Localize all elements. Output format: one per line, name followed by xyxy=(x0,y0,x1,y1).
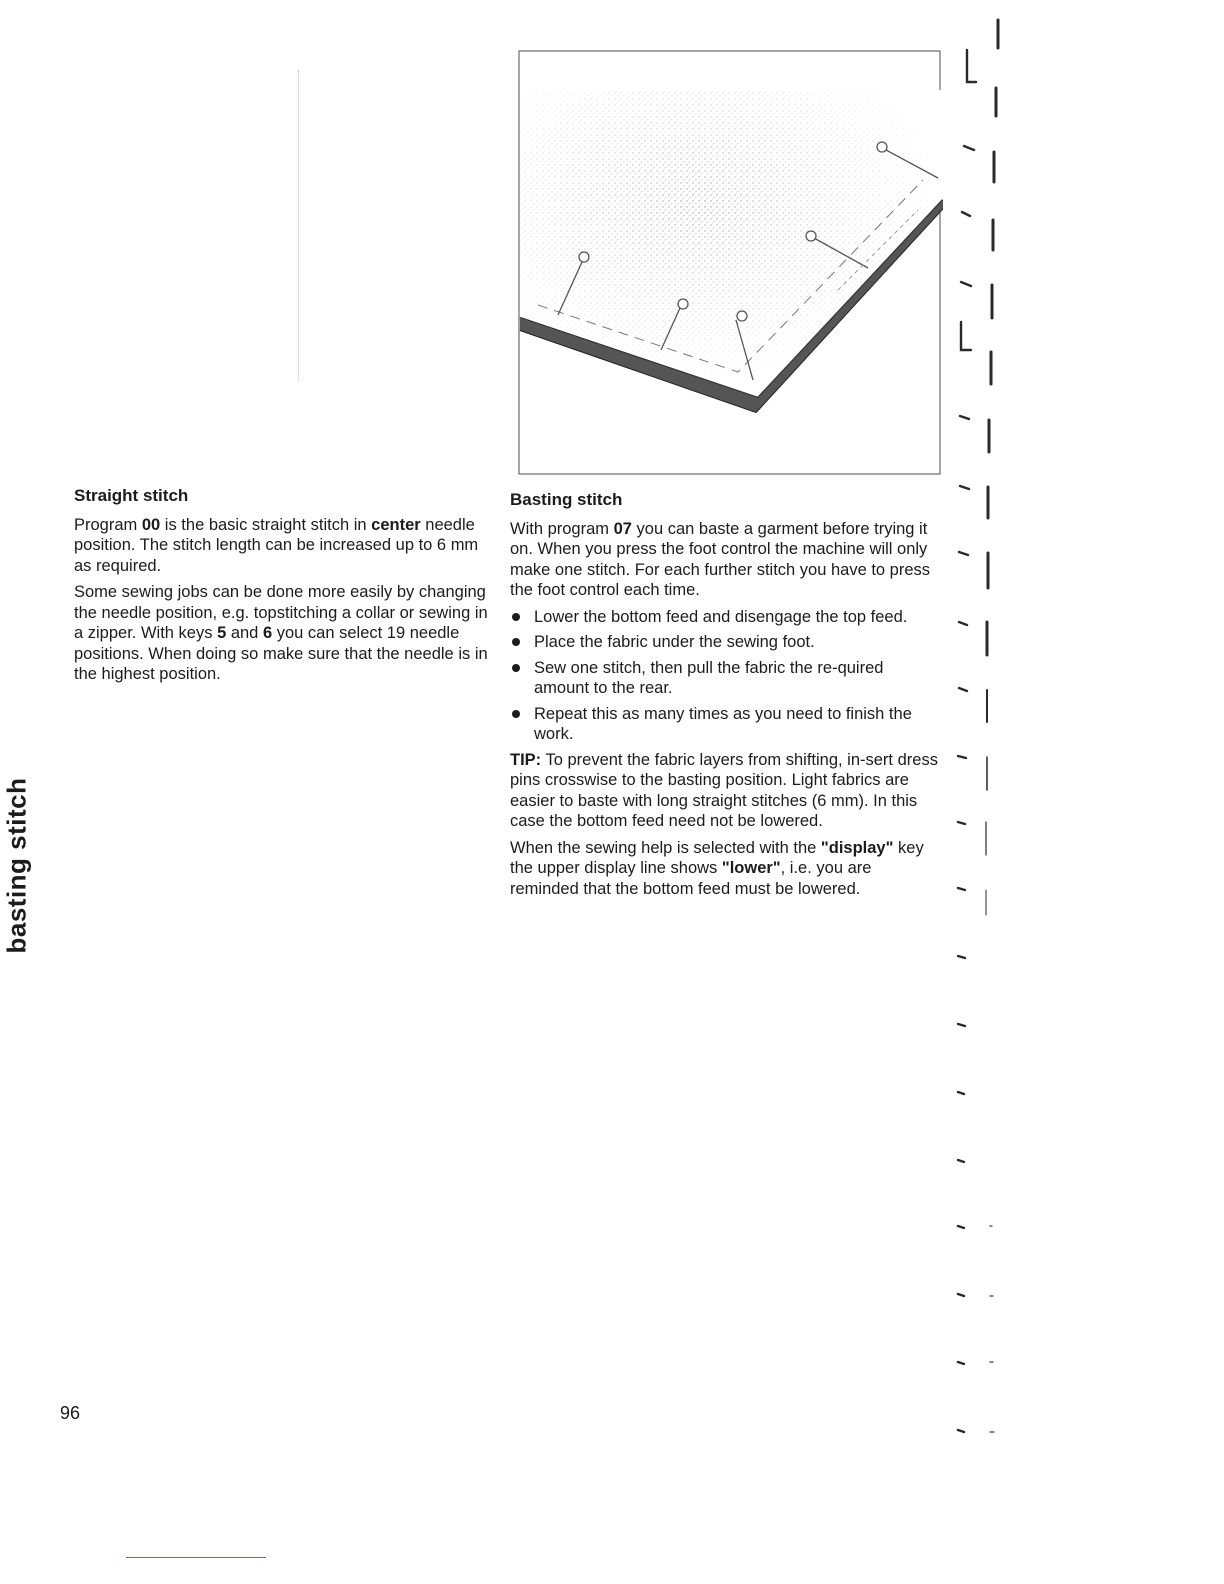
basting-stitch-intro: With program 07 you can baste a garment before trying it on. When you press the foot control the machine will only make one stitch. For each further stitch you have to press the foot control each time. xyxy=(510,519,931,599)
list-item: Sew one stitch, then pull the fabric the re-quired amount to the rear. xyxy=(510,658,940,699)
basting-pins-illustration xyxy=(518,50,943,476)
straight-stitch-paragraph-1: Program 00 is the basic straight stitch in center needle position. The stitch length can be increased up to 6 mm as required. xyxy=(74,515,479,575)
bottom-rule xyxy=(126,1557,266,1558)
bullet-icon xyxy=(512,710,520,718)
page-number: 96 xyxy=(60,1403,81,1423)
list-item: Repeat this as many times as you need to finish the work. xyxy=(510,704,940,745)
tip-paragraph: TIP: To prevent the fabric layers from shifting, in-sert dress pins crosswise to the basting position. Light fabrics are easier to baste with long straight stitches (6 mm). In this case the bottom feed need not be lowered. xyxy=(510,750,938,830)
straight-stitch-section xyxy=(74,486,494,691)
section-side-tab: basting stitch xyxy=(1,776,32,954)
straight-stitch-paragraph-2: Some sewing jobs can be done more easily by changing the needle position, e.g. topstitching a collar or sewing in a zipper. With keys 5 and 6 you can select 19 needle positions. When doing so make sure that the needle is in the highest position. xyxy=(74,583,488,683)
binding-marks xyxy=(940,0,1010,1460)
basting-steps-list xyxy=(510,607,940,745)
straight-stitch-heading: Straight stitch xyxy=(74,486,189,505)
basting-stitch-section xyxy=(510,490,940,905)
bullet-icon xyxy=(512,664,520,672)
bullet-icon xyxy=(512,638,520,646)
display-note-paragraph: When the sewing help is selected with the "display" key the upper display line shows "lower", i.e. you are reminded that the bottom feed must be lowered. xyxy=(510,838,924,898)
basting-stitch-heading: Basting stitch xyxy=(510,490,623,509)
list-item: Place the fabric under the sewing foot. xyxy=(510,632,940,653)
margin-guide xyxy=(298,70,299,380)
bullet-icon xyxy=(512,613,520,621)
list-item: Lower the bottom feed and disengage the top feed. xyxy=(510,607,940,628)
